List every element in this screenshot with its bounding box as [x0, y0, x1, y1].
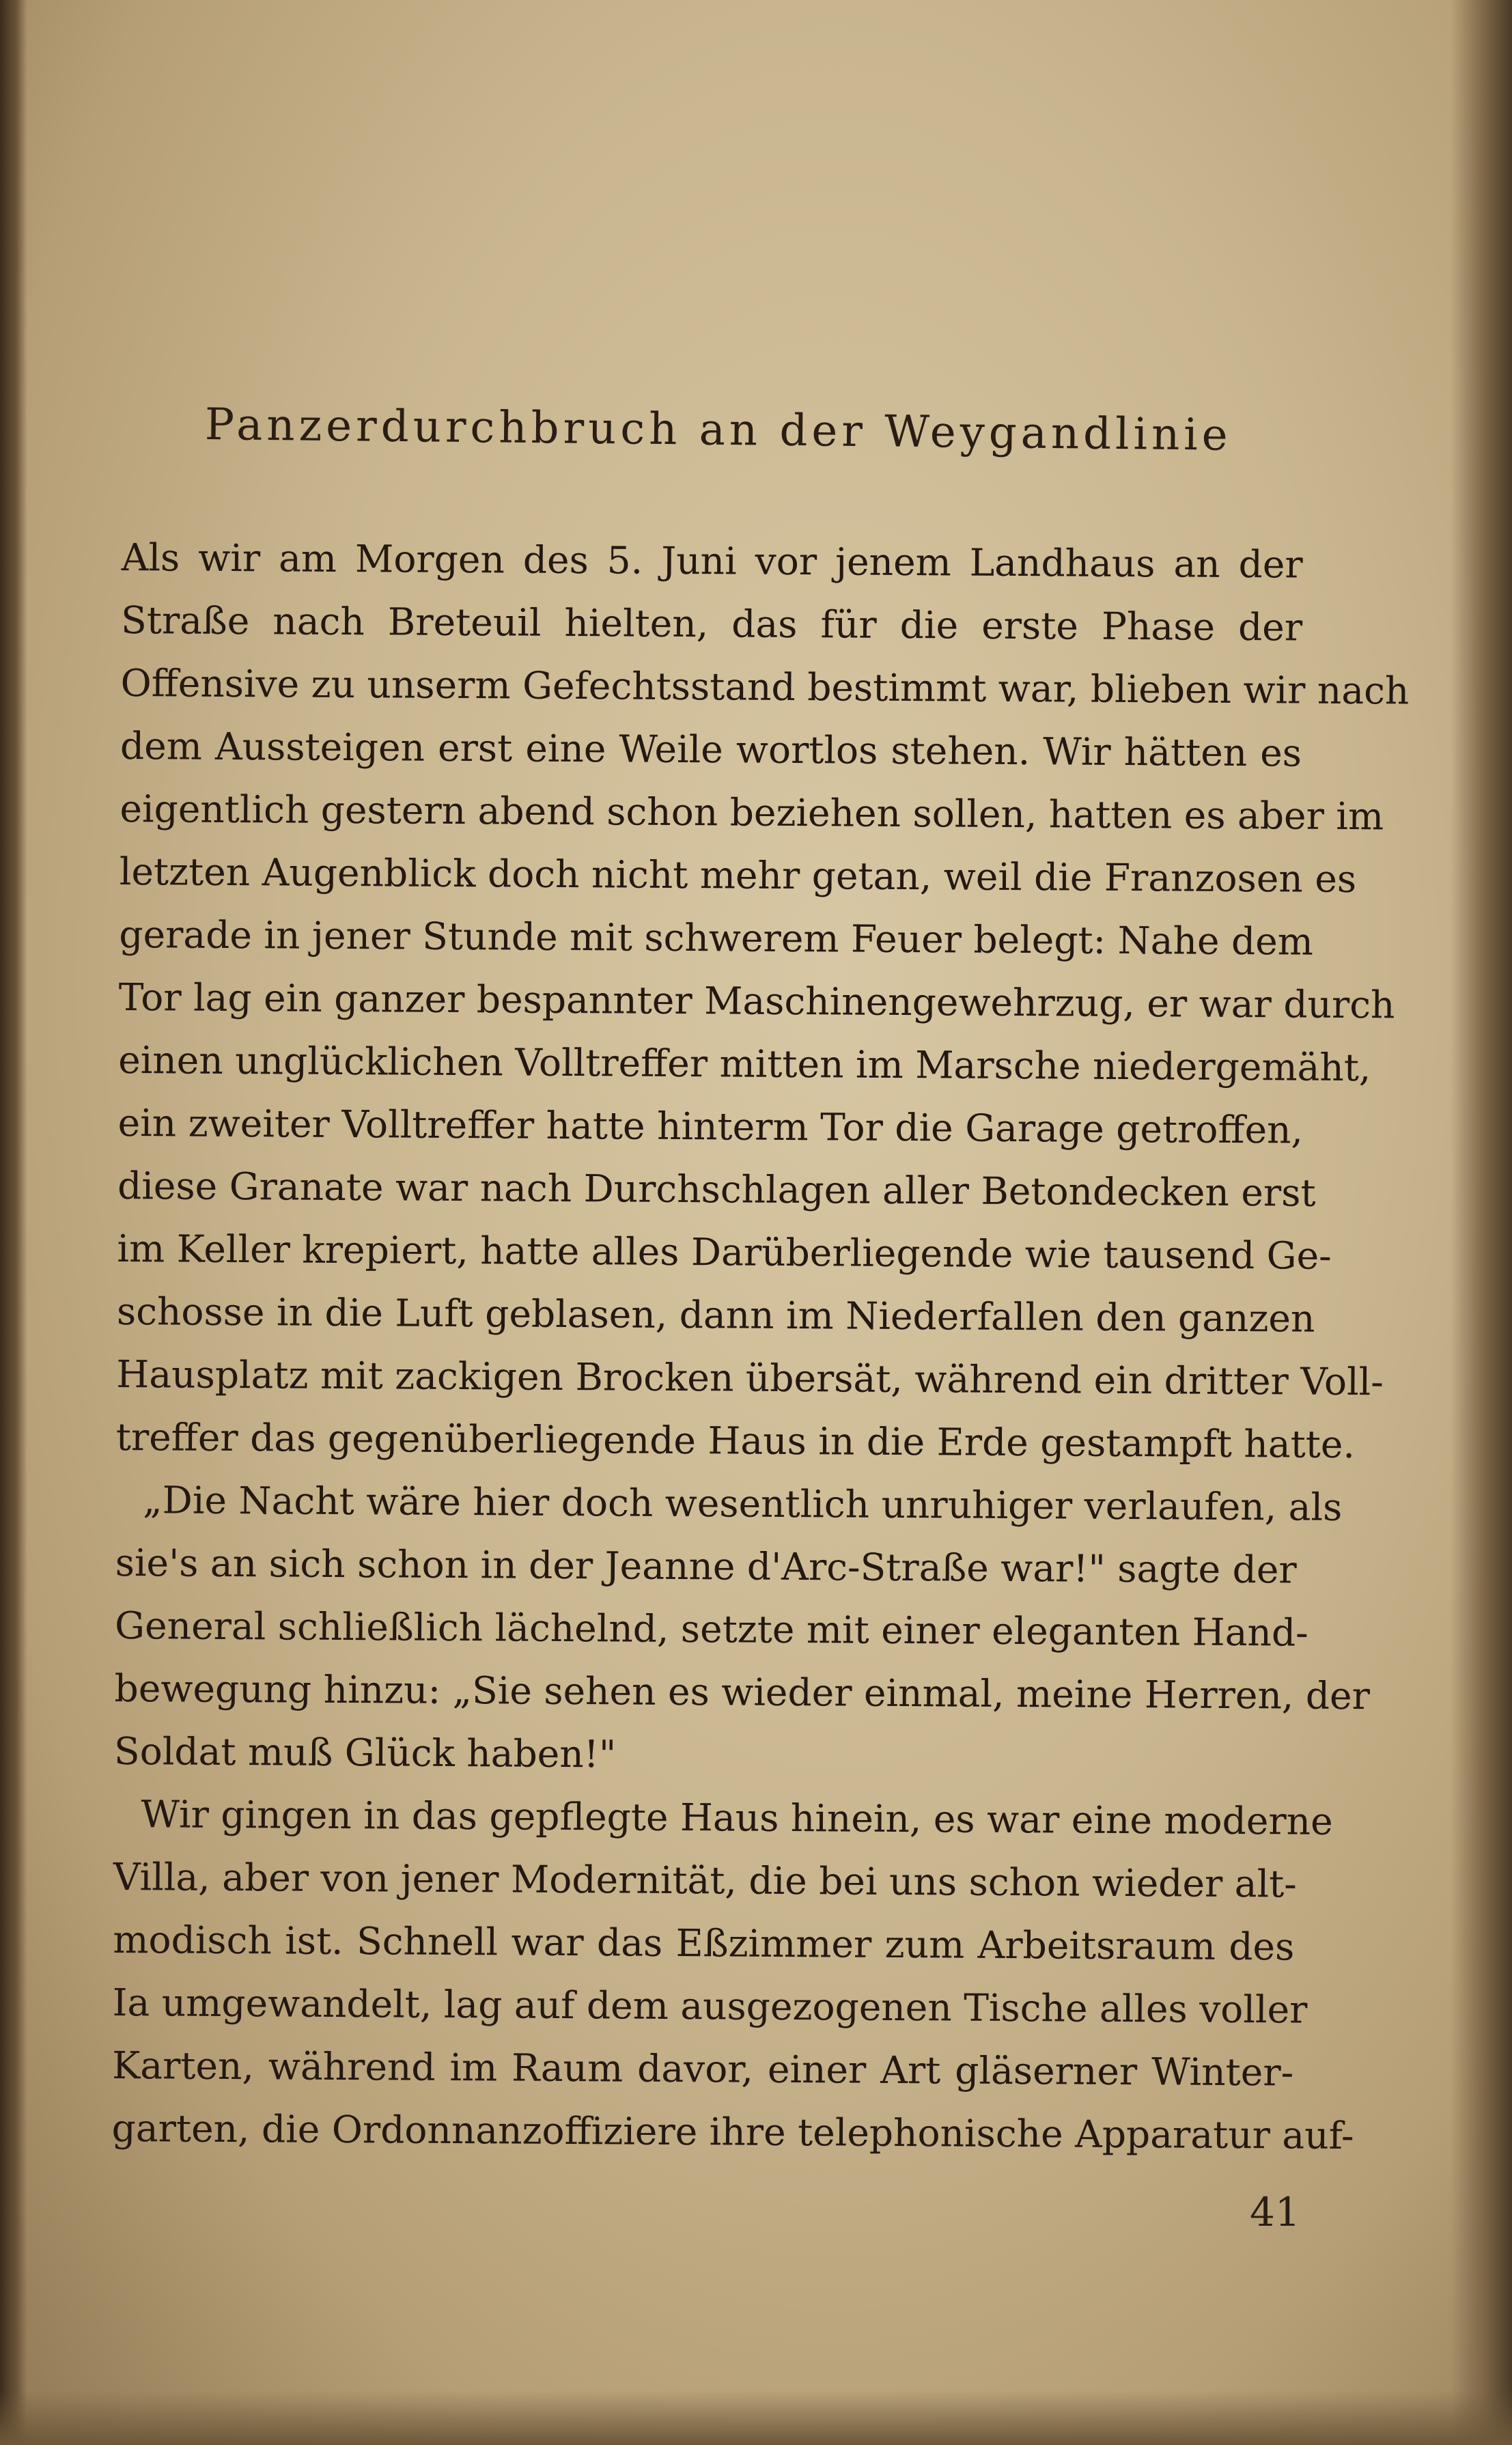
text-line: Villa, aber von jener Modernität, die bei uns schon wieder alt- [113, 1854, 1298, 1906]
text-line: letzten Augenblick doch nicht mehr getan, weil die Franzosen es [119, 849, 1357, 902]
body-text [111, 526, 1410, 2167]
text-line: dem Aussteigen erst eine Weile wortlos stehen. Wir hätten es [120, 723, 1302, 775]
text-line: Hausplatz mit zackigen Brocken übersät, während ein dritter Voll- [116, 1352, 1384, 1404]
text-line: garten, die Ordonnanzoffiziere ihre telephonische Apparatur auf- [111, 2106, 1354, 2158]
text-line: Tor lag ein ganzer bespannter Maschinengewehrzug, er war durch [118, 975, 1395, 1027]
text-line: diese Granate war nach Durchschlagen aller Betondecken erst [117, 1163, 1316, 1215]
running-head: Panzerdurchbruch an der Weygandlinie [204, 400, 1232, 461]
text-line: gerade in jener Stunde mit schwerem Feuer belegt: Nahe dem [119, 912, 1314, 964]
text-line: eigentlich gestern abend schon beziehen sollen, hatten es aber im [120, 786, 1384, 839]
text-line: Wir gingen in das gepflegte Haus hinein, es war eine moderne [141, 1792, 1333, 1843]
text-line: bewegung hinzu: „Sie sehen es wieder einmal, meine Herren, der [114, 1666, 1371, 1718]
text-line: im Keller krepiert, hatte alles Darüberliegende wie tausend Ge- [117, 1226, 1332, 1278]
page-bottom-shadow [0, 2390, 1512, 2445]
text-line: General schließlich lächelnd, setzte mit einer eleganten Hand- [114, 1603, 1308, 1655]
text-line: schosse in die Luft geblasen, dann im Niederfallen den ganzen [116, 1289, 1315, 1341]
text-line: „Die Nacht wäre hier doch wesentlich unruhiger verlaufen, als [143, 1478, 1343, 1529]
text-line: Straße nach Breteuil hielten, das für die erste Phase der [120, 598, 1303, 649]
text-line: einen unglücklichen Volltreffer mitten im Marsche niedergemäht, [118, 1037, 1371, 1090]
text-line: modisch ist. Schnell war das Eßzimmer zum Arbeitsraum des [113, 1917, 1295, 1969]
text-line: Karten, während im Raum davor, einer Art gläserner Winter- [112, 2043, 1294, 2095]
text-line: sie's an sich schon in der Jeanne d'Arc-Straße war!" sagte der [115, 1540, 1297, 1592]
page-number: 41 [1250, 2189, 1300, 2235]
text-line: Offensive zu unserm Gefechtsstand bestimmt war, blieben wir nach [120, 660, 1410, 713]
text-line: Ia umgewandelt, lag auf dem ausgezogenen Tische alles voller [112, 1980, 1308, 2032]
text-line: Soldat muß Glück haben!" [113, 1729, 617, 1776]
page-spine-shadow [0, 0, 27, 2445]
text-line: ein zweiter Volltreffer hatte hinterm Tor die Garage getroffen, [117, 1100, 1304, 1152]
page-edge-shadow [1451, 0, 1512, 2445]
text-line: treffer das gegenüberliegende Haus in die Erde gestampft hatte. [115, 1414, 1356, 1467]
text-line: Als wir am Morgen des 5. Juni vor jenem Landhaus an der [121, 535, 1303, 587]
